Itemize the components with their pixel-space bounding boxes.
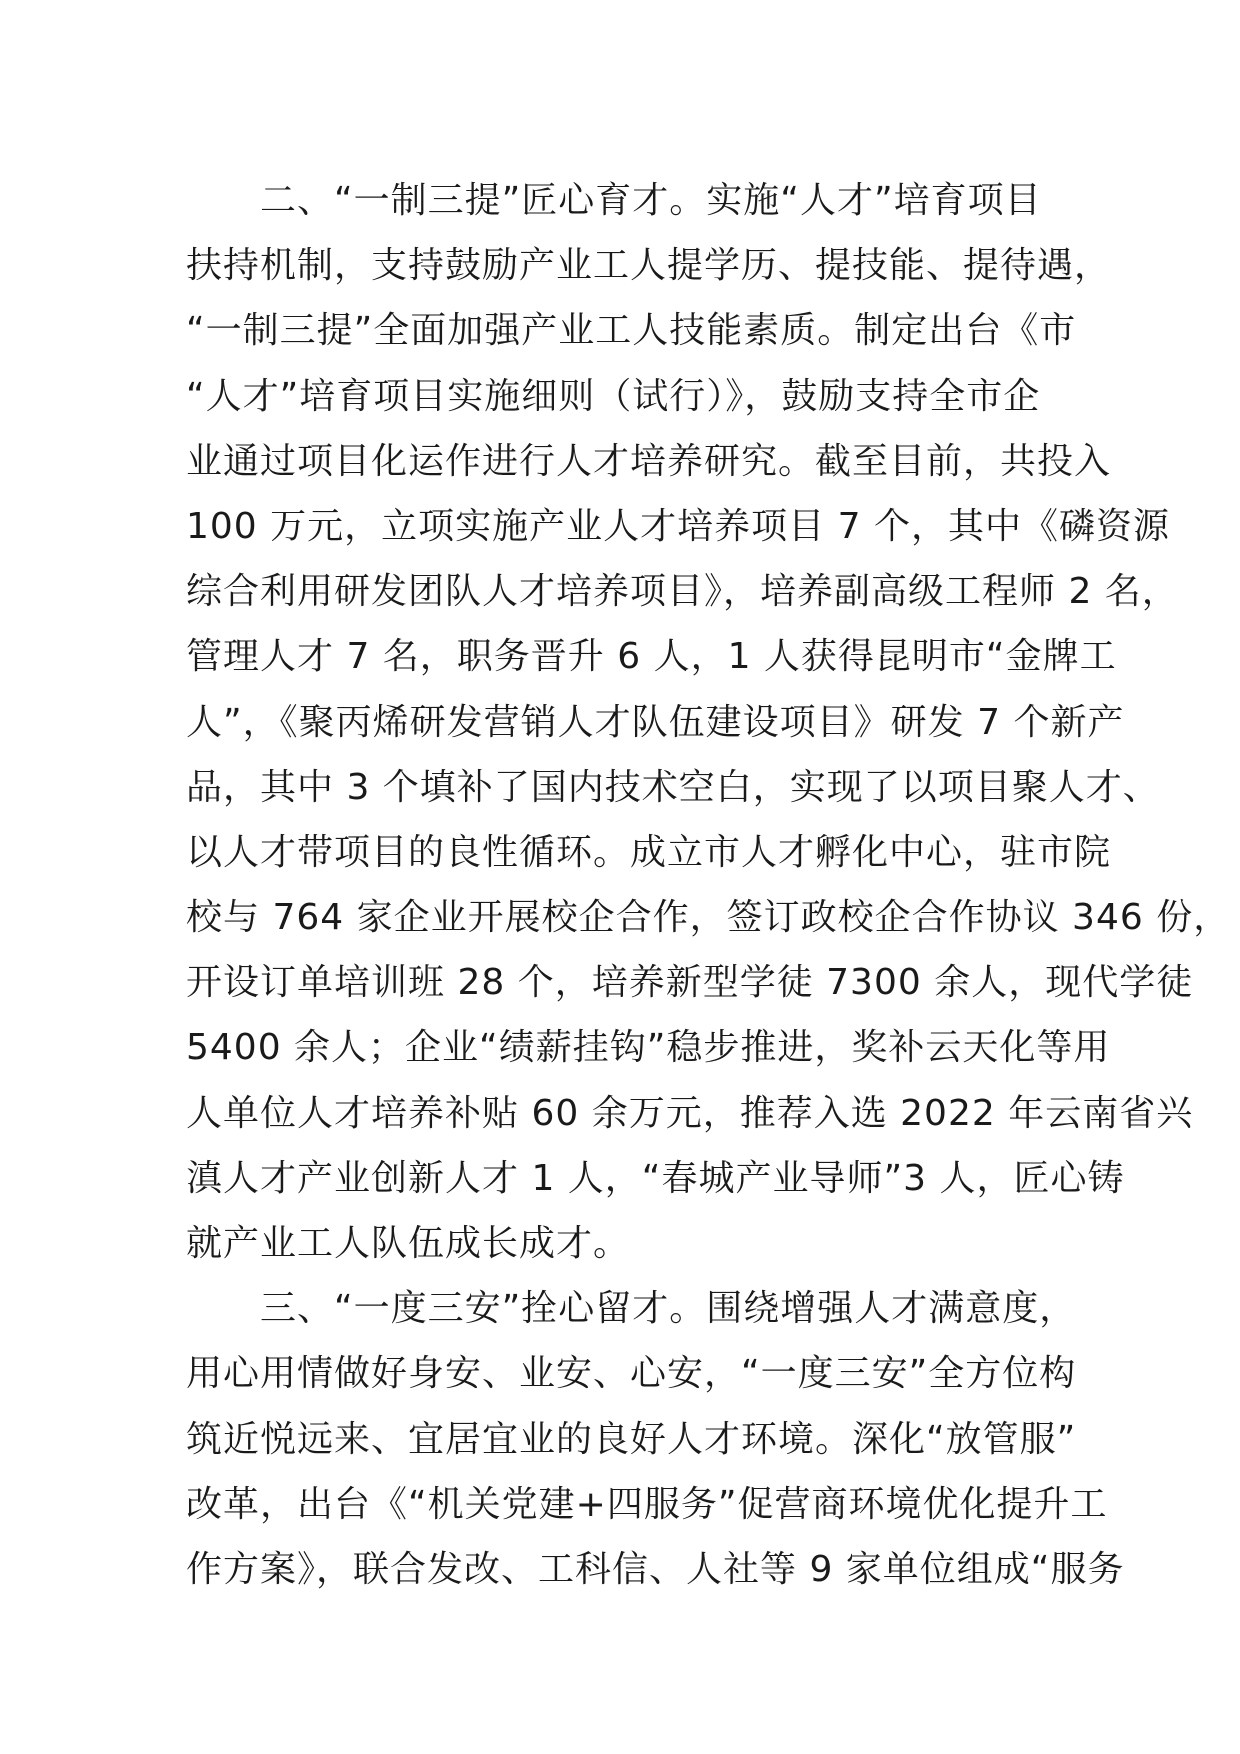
paragraph-2-line-6: 100 万元，立项实施产业人才培养项目 7 个，其中《磷资源	[186, 505, 1170, 547]
paragraph-3-line-5: 作方案》，联合发改、工科信、人社等 9 家单位组成“服务	[186, 1548, 1125, 1590]
paragraph-2-line-8: 管理人才 7 名，职务晋升 6 人，1 人获得昆明市“金牌工	[186, 636, 1117, 678]
paragraph-2-line-14: 5400 余人；企业“绩薪挂钩”稳步推进，奖补云天化等用	[186, 1027, 1111, 1069]
paragraph-2-line-5: 业通过项目化运作进行人才培养研究。截至目前，共投入	[186, 440, 1112, 482]
paragraph-2-line-9: 人”，《聚丙烯研发营销人才队伍建设项目》研发 7 个新产	[186, 701, 1125, 743]
paragraph-2-line-16: 滇人才产业创新人才 1 人，“春城产业导师”3 人，匠心铸	[186, 1157, 1125, 1199]
paragraph-2-line-12: 校与 764 家企业开展校企合作，签订政校企合作协议 346 份，	[186, 897, 1231, 939]
paragraph-2-line-13: 开设订单培训班 28 个，培养新型学徒 7300 余人，现代学徒	[186, 962, 1194, 1004]
paragraph-2-line-17: 就产业工人队伍成长成才。	[186, 1223, 631, 1264]
paragraph-2-line-7: 综合利用研发团队人才培养项目》，培养副高级工程师 2 名，	[186, 571, 1179, 613]
paragraph-3-line-2: 用心用情做好身安、业安、心安，“一度三安”全方位构	[186, 1353, 1077, 1395]
paragraph-2-line-4: “人才”培育项目实施细则（试行）》，鼓励支持全市企	[186, 375, 1041, 417]
paragraph-3-line-1: 三、“一度三安”拴心留才。围绕增强人才满意度，	[260, 1288, 1077, 1330]
body-text	[186, 168, 1231, 1602]
paragraph-3-line-3: 筑近悦远来、宜居宜业的良好人才环境。深化“放管服”	[186, 1418, 1077, 1460]
paragraph-2-line-2: 扶持机制，支持鼓励产业工人提学历、提技能、提待遇，	[186, 245, 1112, 287]
paragraph-2-line-10: 品，其中 3 个填补了国内技术空白，实现了以项目聚人才、	[186, 766, 1160, 808]
paragraph-2-line-15: 人单位人才培养补贴 60 余万元，推荐入选 2022 年云南省兴	[186, 1092, 1194, 1134]
paragraph-2-line-3: “一制三提”全面加强产业工人技能素质。制定出台《市	[186, 310, 1077, 352]
paragraph-2-line-11: 以人才带项目的良性循环。成立市人才孵化中心，驻市院	[186, 831, 1112, 873]
paragraph-2-line-1: 二、“一制三提”匠心育才。实施“人才”培育项目	[260, 180, 1042, 221]
paragraph-3-line-4: 改革，出台《“机关党建+四服务”促营商环境优化提升工	[186, 1483, 1108, 1525]
